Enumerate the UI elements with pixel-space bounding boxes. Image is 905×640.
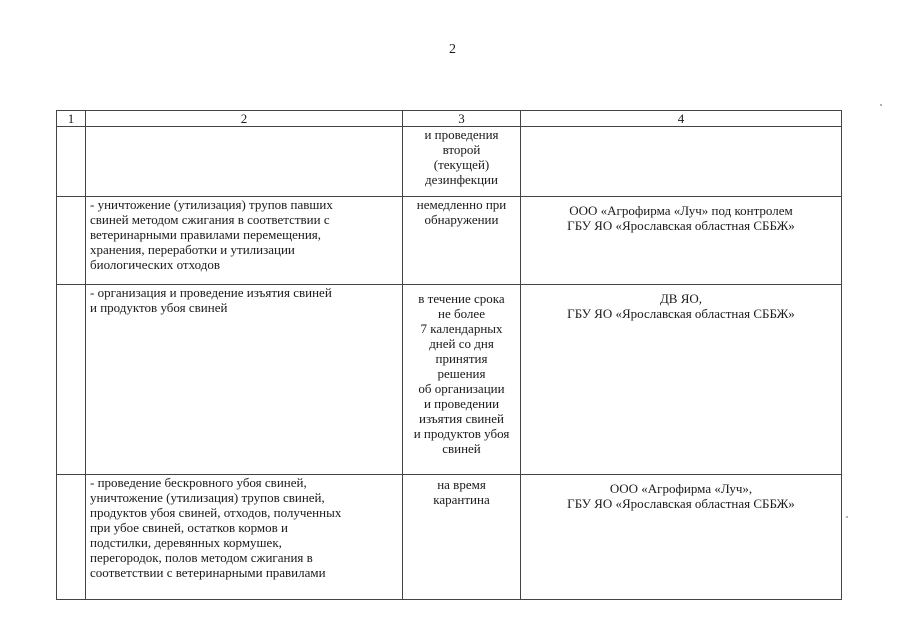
- cell-deadline: [403, 475, 521, 600]
- cell-col-1: [57, 197, 86, 285]
- cell-text-line: ООО «Агрофирма «Луч»,: [609, 481, 753, 496]
- cell-text-line: принятия: [435, 351, 488, 366]
- header-col-1: 1: [57, 111, 86, 127]
- cell-text-line: ГБУ ЯО «Ярославская областная СББЖ»: [567, 496, 795, 511]
- cell-text-line: изъятия свиней: [419, 411, 504, 426]
- cell-text-line: и проведении: [423, 396, 500, 411]
- table-row: [57, 127, 842, 197]
- cell-responsible: [521, 285, 842, 475]
- cell-measure: [86, 475, 403, 600]
- cell-text-line: свиней: [442, 441, 481, 456]
- table-row: [57, 197, 842, 285]
- cell-text-line: немедленно при: [416, 197, 507, 212]
- header-col-3: 3: [403, 111, 521, 127]
- cell-text-line: и продуктов убоя свиней: [90, 300, 228, 315]
- cell-text-line: ГБУ ЯО «Ярославская областная СББЖ»: [567, 218, 795, 233]
- cell-text-line: решения: [437, 366, 486, 381]
- cell-text-line: дезинфекции: [425, 172, 498, 187]
- cell-text-line: и проведения: [424, 127, 499, 142]
- cell-text-line: - уничтожение (утилизация) трупов павших: [90, 197, 333, 212]
- table-row: [57, 285, 842, 475]
- cell-text-line: (текущей): [433, 157, 490, 172]
- cell-text-line: хранения, переработки и утилизации: [90, 242, 295, 257]
- cell-responsible: [521, 197, 842, 285]
- cell-text-line: подстилки, деревянных кормушек,: [90, 535, 282, 550]
- cell-text-line: в течение срока: [418, 291, 505, 306]
- cell-text-line: биологических отходов: [90, 257, 220, 272]
- cell-col-1: [57, 285, 86, 475]
- cell-text-line: и продуктов убоя: [413, 426, 510, 441]
- cell-text-line: перегородок, полов методом сжигания в: [90, 550, 313, 565]
- cell-col-1: [57, 127, 86, 197]
- cell-text-line: при убое свиней, остатков кормов и: [90, 520, 288, 535]
- cell-text-line: уничтожение (утилизация) трупов свиней,: [90, 490, 325, 505]
- cell-text-line: соответствии с ветеринарными правилами: [90, 565, 326, 580]
- cell-text-line: ДВ ЯО,: [659, 291, 703, 306]
- cell-text-line: на время: [437, 477, 486, 492]
- cell-text-line: второй: [442, 142, 481, 157]
- cell-deadline: [403, 127, 521, 197]
- cell-deadline: [403, 285, 521, 475]
- cell-text-line: обнаружении: [424, 212, 499, 227]
- cell-responsible: [521, 127, 842, 197]
- table-row: [57, 475, 842, 600]
- cell-text-line: дней со дня: [429, 336, 494, 351]
- cell-text-line: - проведение бескровного убоя свиней,: [90, 475, 307, 490]
- scan-speck: [846, 516, 848, 518]
- header-col-4: 4: [521, 111, 842, 127]
- cell-deadline: [403, 197, 521, 285]
- header-col-2: 2: [86, 111, 403, 127]
- cell-text-line: ООО «Агрофирма «Луч» под контролем: [569, 203, 793, 218]
- cell-text-line: ветеринарными правилами перемещения,: [90, 227, 322, 242]
- cell-text-line: 7 календарных: [420, 321, 503, 336]
- cell-text-line: продуктов убоя свиней, отходов, полученных: [90, 505, 342, 520]
- cell-col-1: [57, 475, 86, 600]
- cell-text-line: ГБУ ЯО «Ярославская областная СББЖ»: [567, 306, 795, 321]
- cell-measure: [86, 285, 403, 475]
- cell-text-line: свиней методом сжигания в соответствии с: [90, 212, 330, 227]
- cell-responsible: [521, 475, 842, 600]
- document-table: [56, 110, 842, 600]
- cell-measure: [86, 127, 403, 197]
- scan-speck: [880, 104, 882, 106]
- cell-text-line: - организация и проведение изъятия свиней: [90, 285, 332, 300]
- page-number: 2: [449, 42, 456, 57]
- cell-text-line: об организации: [418, 381, 505, 396]
- table-header-row: [57, 111, 842, 127]
- cell-measure: [86, 197, 403, 285]
- cell-text-line: не более: [438, 306, 485, 321]
- cell-text-line: карантина: [433, 492, 490, 507]
